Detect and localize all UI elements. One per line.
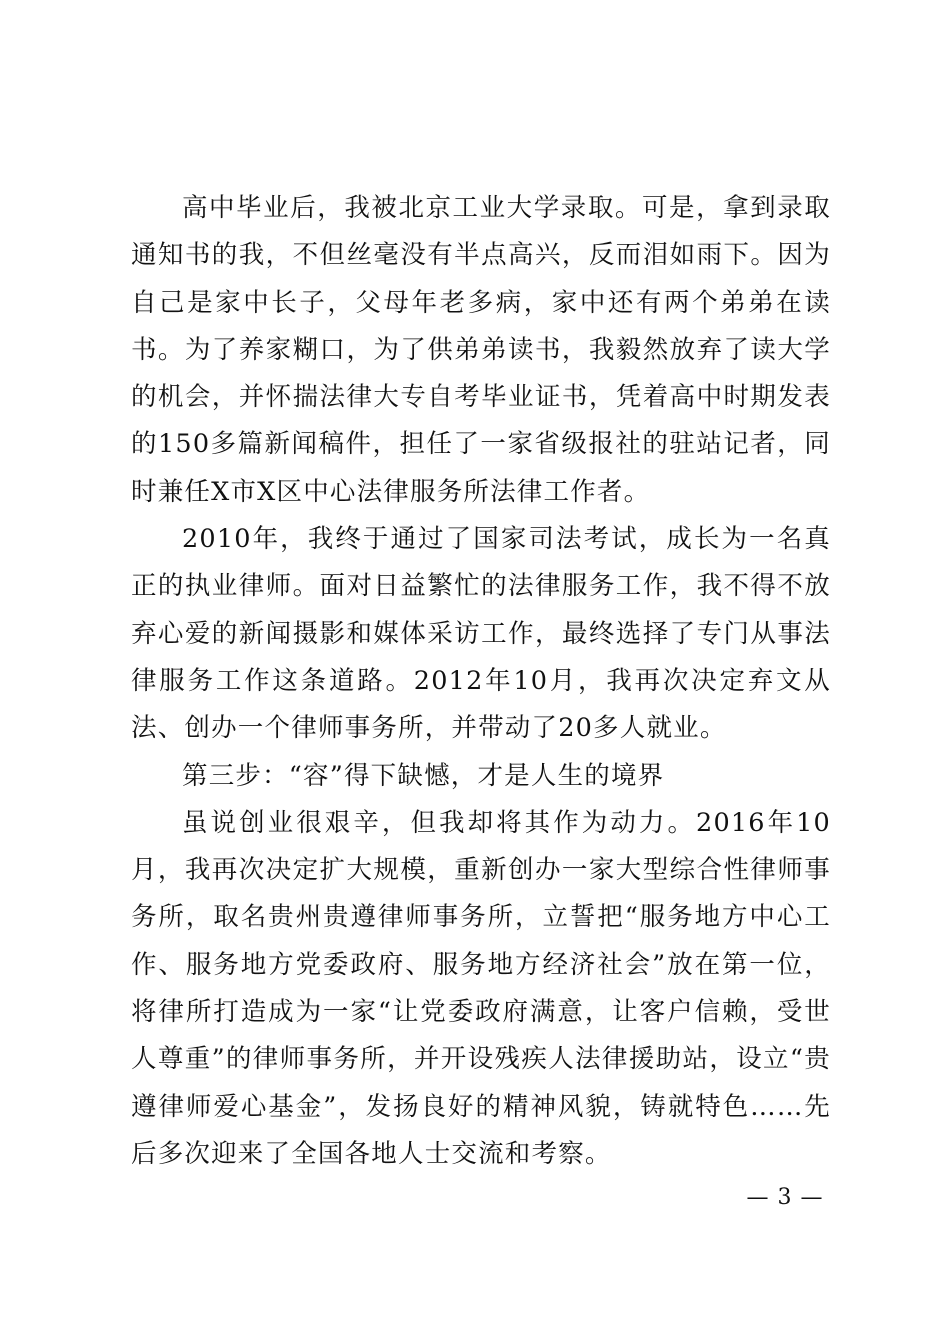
page-number: — 3 — [746, 1185, 824, 1210]
paragraph-2: 2010年，我终于通过了国家司法考试，成长为一名真正的执业律师。面对日益繁忙的法律服务工作，我不得不放弃心爱的新闻摄影和媒体采访工作，最终选择了专门从事法律服务工作这条道路。2012年10月，我再次决定弃文从法、创办一个律师事务所，并带动了20多人就业。 [131, 524, 831, 744]
body-text [131, 185, 831, 1178]
section-heading: 第三步：“容”得下缺憾，才是人生的境界 [182, 760, 665, 791]
paragraph-1: 高中毕业后，我被北京工业大学录取。可是，拿到录取通知书的我，不但丝毫没有半点高兴，反而泪如雨下。因为自己是家中长子，父母年老多病，家中还有两个弟弟在读书。为了养家糊口，为了供弟弟读书，我毅然放弃了读大学的机会，并怀揣法律大专自考毕业证书，凭着高中时期发表的150多篇新闻稿件，担任了一家省级报社的驻站记者，同时兼任X市X区中心法律服务所法律工作者。 [131, 193, 831, 507]
paragraph-3: 虽说创业很艰辛，但我却将其作为动力。2016年10月，我再次决定扩大规模，重新创办一家大型综合性律师事务所，取名贵州贵遵律师事务所，立誓把“服务地方中心工作、服务地方党委政府、服务地方经济社会”放在第一位，将律所打造成为一家“让党委政府满意，让客户信赖，受世人尊重”的律师事务所，并开设残疾人法律援助站，设立“贵遵律师爱心基金”，发扬良好的精神风貌，铸就特色……先后多次迎来了全国各地人士交流和考察。 [131, 807, 831, 1169]
